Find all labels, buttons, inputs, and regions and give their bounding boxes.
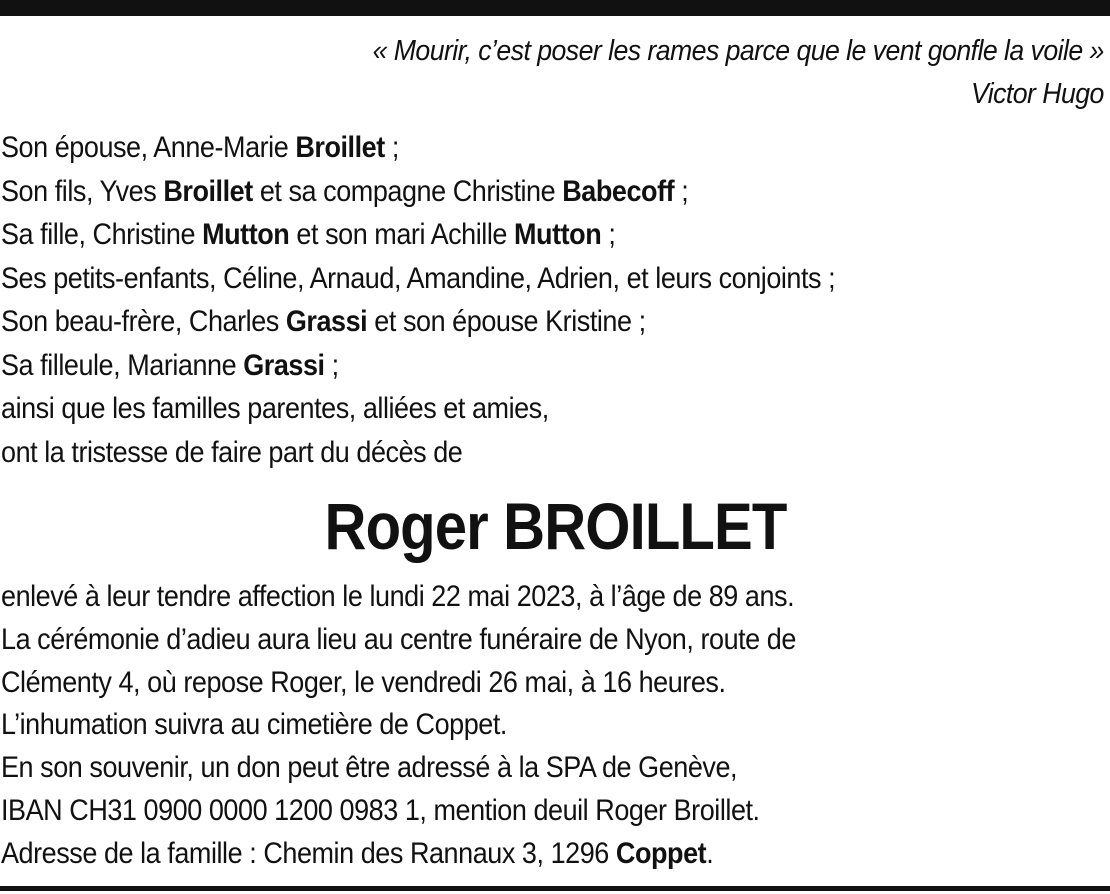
family-line: Ses petits-enfants, Céline, Arnaud, Amandine, Adrien, et leurs conjoints ; [1,261,836,295]
family-line: ont la tristesse de faire part du décès de [1,435,463,469]
surname-bold: Grassi [285,305,368,338]
surname-bold: Mutton [514,218,602,251]
details-line: IBAN CH31 0900 0000 1200 0983 1, mention deuil Roger Broillet. [1,793,760,827]
top-rule [0,0,1110,16]
surname-bold: Coppet [615,836,707,870]
bottom-rule [0,886,1110,891]
surname-bold: Grassi [243,348,325,382]
epigraph-author: Victor Hugo [971,78,1104,110]
surname-bold: Babecoff [562,174,675,208]
epigraph-quote: « Mourir, c’est poser les rames parce que le vent gonfle la voile » [372,35,1104,67]
family-list [1,126,991,474]
family-line: Sa fille, Christine Mutton et son mari Achille Mutton ; [1,218,616,251]
details-list [1,576,991,876]
surname-bold: Mutton [202,218,290,251]
details-line: En son souvenir, un don peut être adressé à la SPA de Genève, [1,751,738,785]
surname-bold: Broillet [295,131,385,164]
details-line: Clémenty 4, où repose Roger, le vendredi 26 mai, à 16 heures. [1,665,726,699]
details-line: La cérémonie d’adieu aura lieu au centre funéraire de Nyon, route de [1,622,796,656]
details-line: Adresse de la famille : Chemin des Rannaux 3, 1296 Coppet. [1,836,714,870]
epigraph [373,30,1104,116]
details-line: enlevé à leur tendre affection le lundi 22 mai 2023, à l’âge de 89 ans. [1,580,795,613]
surname-bold: Broillet [163,174,253,208]
family-line: Son fils, Yves Broillet et sa compagne Christine Babecoff ; [1,174,689,208]
family-line: ainsi que les familles parentes, alliées et amies, [1,392,549,425]
family-line: Son épouse, Anne-Marie Broillet ; [1,131,399,164]
family-line: Sa filleule, Marianne Grassi ; [1,348,339,382]
details-line: L’inhumation suivra au cimetière de Coppet. [1,708,507,742]
deceased-name-text: Roger BROILLET [324,489,786,563]
deceased-name [0,488,1110,564]
family-line: Son beau-frère, Charles Grassi et son épouse Kristine ; [1,305,646,338]
